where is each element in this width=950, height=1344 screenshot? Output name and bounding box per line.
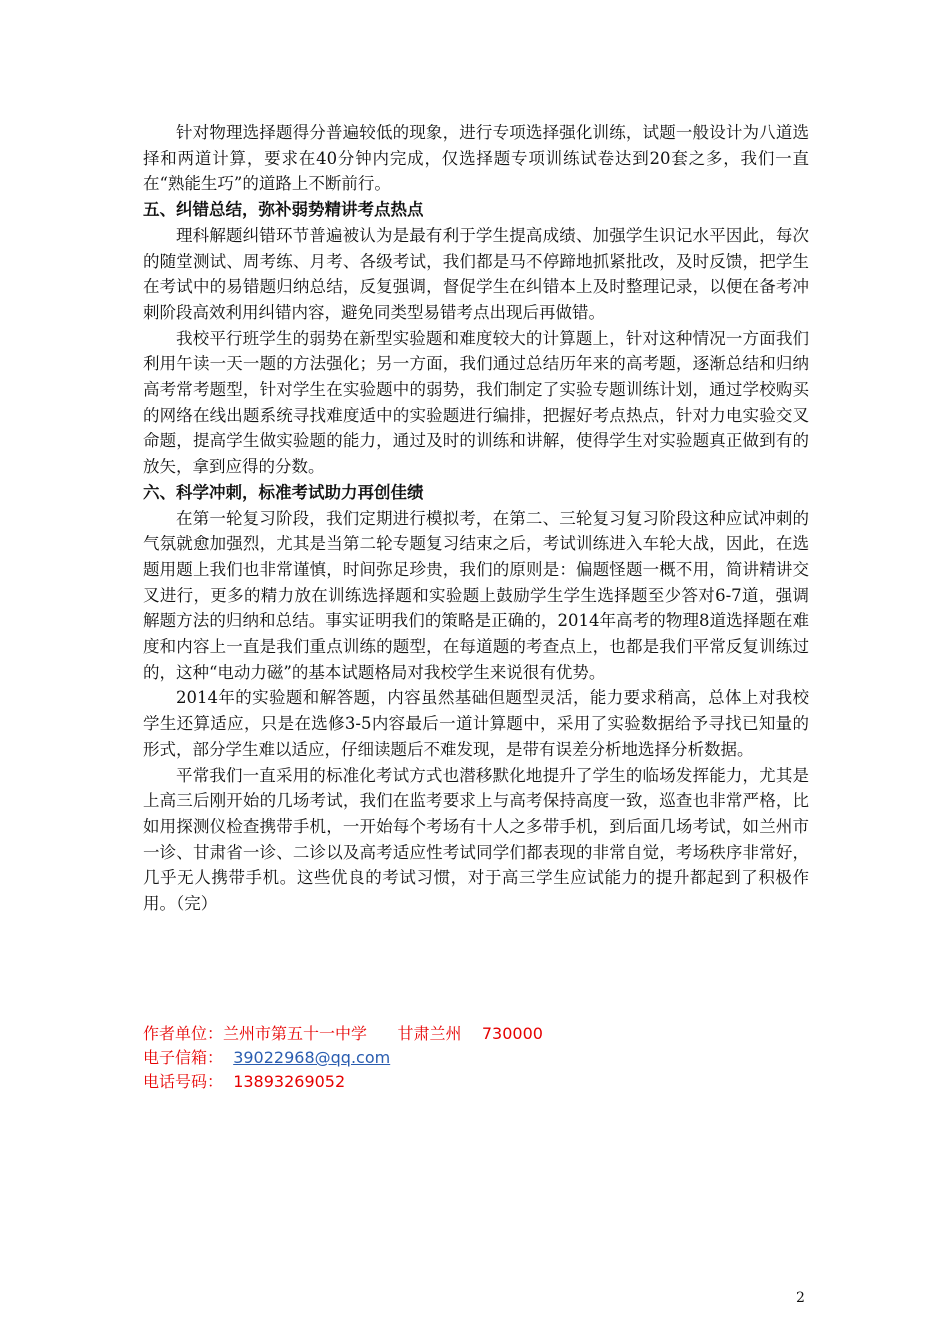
section6-paragraph-1: 在第一轮复习阶段，我们定期进行模拟考，在第二、三轮复习复习阶段这种应试冲刺的气氛就愈加强烈，尤其是当第二轮专题复习结束之后，考试训练进入车轮大战，因此，在选题用题上我们也非常谨慎，时间弥足珍贵，我们的原则是：偏题怪题一概不用，简讲精讲交叉进行，更多的精力放在训练选择题和实验题上鼓励学生学生选择题至少答对6-7道，强调解题方法的归纳和总结。事实证明我们的策略是正确的，2014年高考的物理8道选择题在难度和内容上一直是我们重点训练的题型，在每道题的考查点上，也都是我们平常反复训练过的，这种“电动力磁”的基本试题格局对我校学生来说很有优势。 [143, 508, 809, 682]
email-label: 电子信箱： [143, 1048, 224, 1067]
unit-value: 兰州市第五十一中学 甘肃兰州 730000 [223, 1024, 543, 1043]
section6-heading: 六、科学冲刺，标准考试助力再创佳绩 [143, 482, 424, 502]
section6-paragraph-2: 2014年的实验题和解答题，内容虽然基础但题型灵活，能力要求稍高，总体上对我校学生还算适应，只是在选修3-5内容最后一道计算题中，采用了实验数据给予寻找已知量的形式，部分学生难以适应，仔细读题后不难发现，是带有误差分析地选择分析数据。 [143, 688, 809, 759]
section5-paragraph-2: 我校平行班学生的弱势在新型实验题和难度较大的计算题上，针对这种情况一方面我们利用午读一天一题的方法强化；另一方面，我们通过总结历年来的高考题，逐渐总结和归纳高考常考题型，针对学生在实验题中的弱势，我们制定了实验专题训练计划，通过学校购买的网络在线出题系统寻找难度适中的实验题进行编排，把握好考点热点，针对力电实验交叉命题，提高学生做实验题的能力，通过及时的训练和讲解，使得学生对实验题真正做到有的放矢，拿到应得的分数。 [143, 328, 809, 477]
page-number: 2 [796, 1290, 805, 1306]
section5-paragraph-1: 理科解题纠错环节普遍被认为是最有利于学生提高成绩、加强学生识记水平因此，每次的随堂测试、周考练、月考、各级考试，我们都是马不停蹄地抓紧批改，及时反馈，把学生在考试中的易错题归纳总结，反复强调，督促学生在纠错本上及时整理记录，以便在备考冲刺阶段高效利用纠错内容，避免同类型易错考点出现后再做错。 [143, 225, 809, 322]
paragraph-intro: 针对物理选择题得分普遍较低的现象，进行专项选择强化训练，试题一般设计为八道选择和两道计算，要求在40分钟内完成，仅选择题专项训练试卷达到20套之多，我们一直在“熟能生巧”的道路上不断前行。 [143, 123, 809, 194]
phone-label: 电话号码： [143, 1072, 224, 1091]
document-body [143, 120, 809, 917]
author-info [143, 1022, 543, 1094]
section6-paragraph-3: 平常我们一直采用的标准化考试方式也潜移默化地提升了学生的临场发挥能力，尤其是上高三后刚开始的几场考试，我们在监考要求上与高考保持高度一致，巡查也非常严格，比如用探测仪检查携带手机，一开始每个考场有十人之多带手机，到后面几场考试，如兰州市一诊、甘肃省一诊、二诊以及高考适应性考试同学们都表现的非常自觉，考场秩序非常好，几乎无人携带手机。这些优良的考试习惯，对于高三学生应试能力的提升都起到了积极作用。（完） [143, 765, 809, 914]
email-link[interactable]: 39022968@qq.com [233, 1048, 391, 1067]
author-phone-row [143, 1070, 543, 1094]
author-unit-row [143, 1022, 543, 1046]
unit-label: 作者单位： [143, 1024, 224, 1043]
author-email-row [143, 1046, 543, 1070]
phone-value: 13893269052 [233, 1072, 346, 1091]
section5-heading: 五、纠错总结，弥补弱势精讲考点热点 [143, 200, 424, 220]
